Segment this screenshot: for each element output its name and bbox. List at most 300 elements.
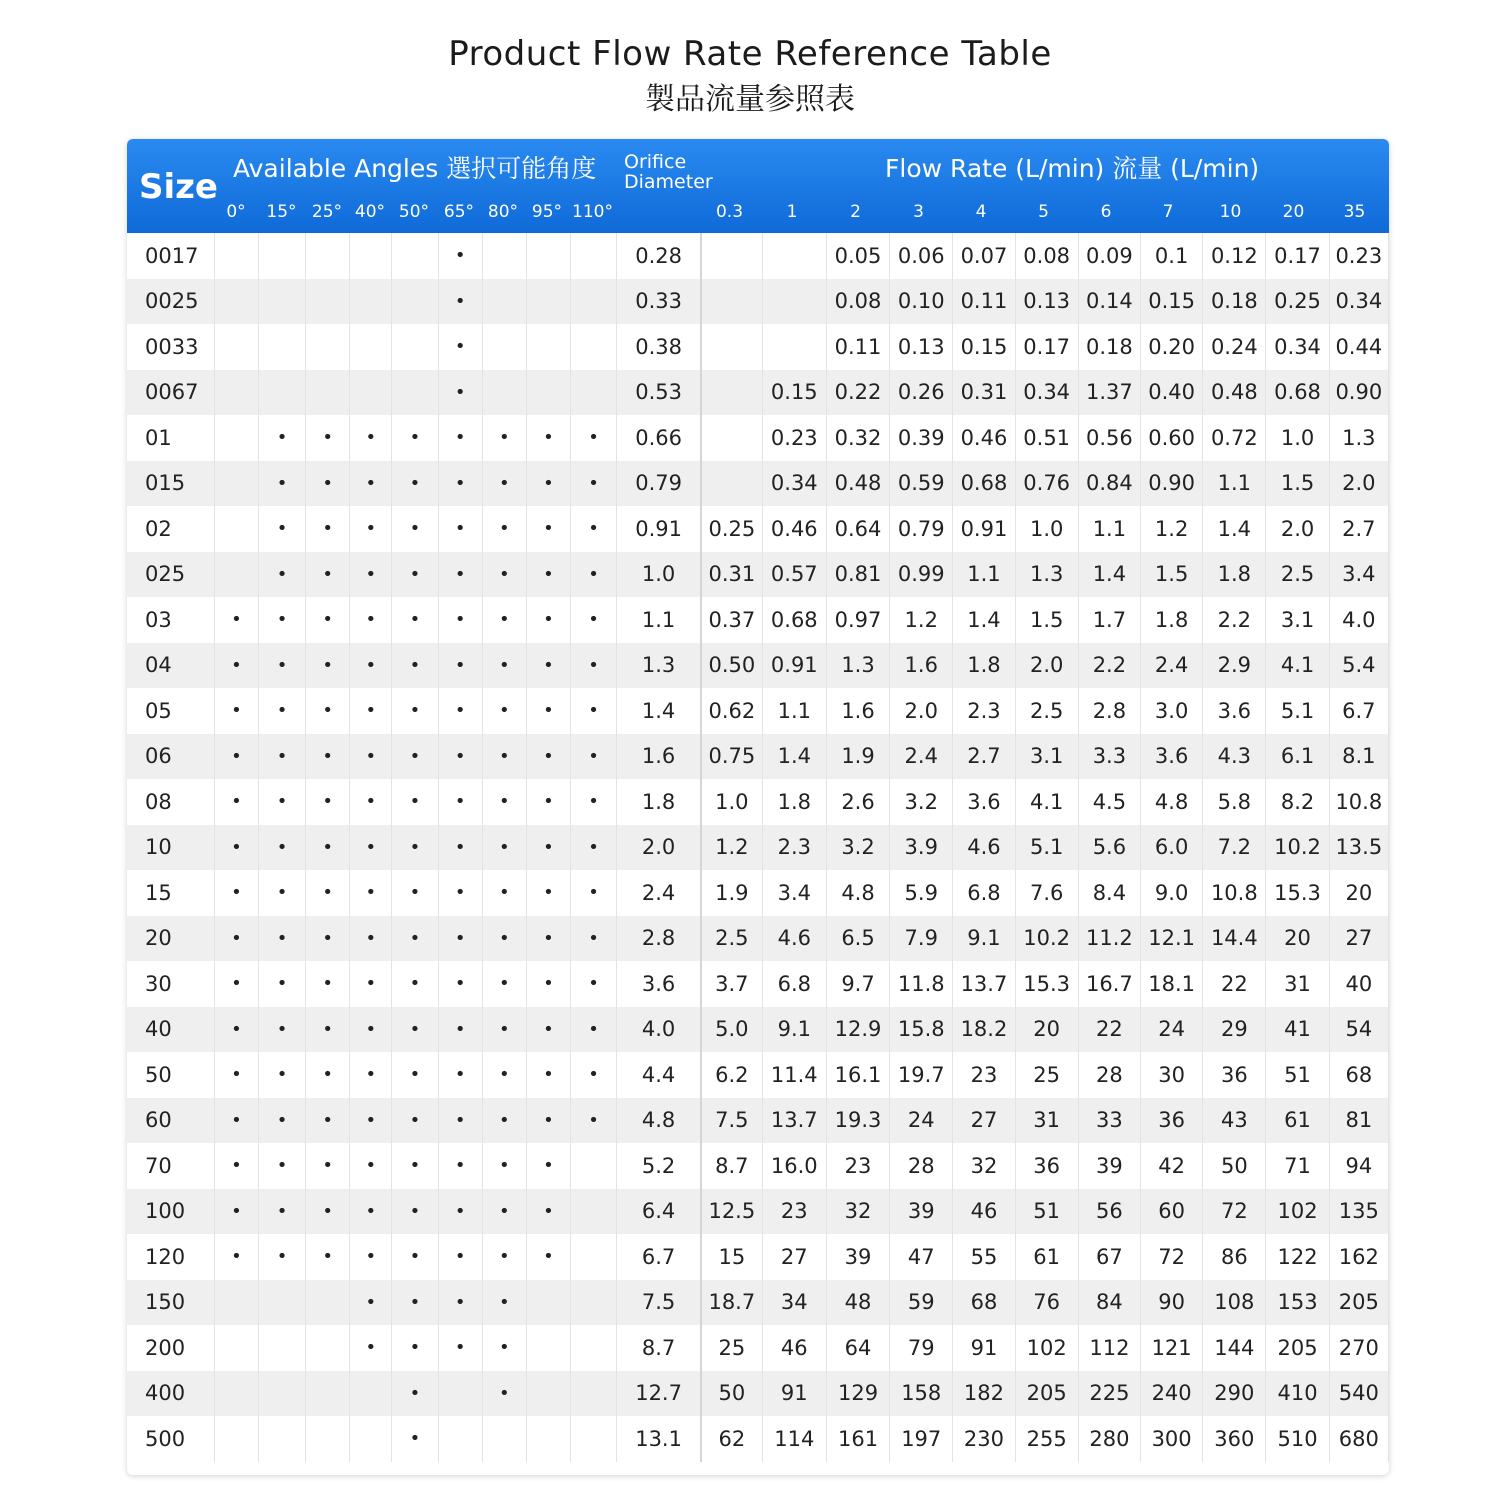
- angle-cell: •: [438, 415, 482, 461]
- flow-cell: 39: [826, 1234, 889, 1280]
- angle-cell: •: [214, 779, 258, 825]
- flow-cell: 13.7: [953, 961, 1015, 1007]
- angle-cell: •: [571, 1052, 617, 1098]
- angle-cell: •: [571, 825, 617, 871]
- angle-cell: •: [350, 1325, 392, 1371]
- flow-cell: 0.07: [953, 233, 1015, 279]
- flow-cell: 0.22: [826, 370, 889, 416]
- angle-cell: [214, 370, 258, 416]
- flow-cell: 2.3: [953, 688, 1015, 734]
- flow-cell: 0.17: [1266, 233, 1329, 279]
- flow-cell: 360: [1203, 1416, 1266, 1462]
- orifice-cell: 0.79: [617, 461, 701, 507]
- flow-cell: 1.4: [762, 734, 826, 780]
- flow-cell: 0.18: [1203, 279, 1266, 325]
- flow-cell: 1.5: [1141, 552, 1203, 598]
- angle-cell: [306, 1371, 350, 1417]
- angle-cell: •: [350, 597, 392, 643]
- title-japanese: 製品流量参照表: [645, 82, 855, 117]
- flow-cell: 0.46: [762, 506, 826, 552]
- flow-cell: 13.5: [1329, 825, 1388, 871]
- angle-cell: •: [214, 1098, 258, 1144]
- angle-cell: •: [526, 1189, 570, 1235]
- flow-cell: 91: [953, 1325, 1015, 1371]
- angle-cell: •: [350, 506, 392, 552]
- flow-cell: 10.8: [1203, 870, 1266, 916]
- flow-cell: 0.18: [1078, 324, 1140, 370]
- angle-cell: [258, 1371, 305, 1417]
- angle-cell: •: [214, 643, 258, 689]
- angle-cell: •: [350, 461, 392, 507]
- flow-cell: 6.2: [701, 1052, 762, 1098]
- flow-cell: 5.8: [1203, 779, 1266, 825]
- angle-cell: [571, 1143, 617, 1189]
- angle-cell: •: [571, 643, 617, 689]
- flow-cell: 79: [890, 1325, 953, 1371]
- flow-cell: 0.15: [1141, 279, 1203, 325]
- angle-cell: •: [258, 1007, 305, 1053]
- flow-cell: 3.6: [1141, 734, 1203, 780]
- size-cell: 04: [127, 643, 214, 689]
- flow-cell: 1.3: [826, 643, 889, 689]
- header-flow: Flow Rate (L/min) 流量 (L/min): [885, 154, 1260, 183]
- angle-cell: •: [306, 734, 350, 780]
- flow-cell: 1.6: [826, 688, 889, 734]
- size-cell: 0033: [127, 324, 214, 370]
- angle-cell: •: [482, 415, 526, 461]
- flow-cell: 19.3: [826, 1098, 889, 1144]
- table-row: [127, 279, 1389, 325]
- angle-cell: •: [392, 552, 438, 598]
- flow-cell: 0.24: [1203, 324, 1266, 370]
- flow-cell: 18.1: [1141, 961, 1203, 1007]
- angle-cell: •: [392, 1143, 438, 1189]
- flow-cell: 24: [1141, 1007, 1203, 1053]
- flow-cell: 2.2: [1078, 643, 1140, 689]
- angle-cell: [571, 1416, 617, 1462]
- table-row: [127, 688, 1389, 734]
- flow-cell: 205: [1329, 1280, 1388, 1326]
- angle-cell: [214, 1416, 258, 1462]
- flow-cell: 0.11: [953, 279, 1015, 325]
- flow-cell: 2.9: [1203, 643, 1266, 689]
- angle-cell: •: [438, 1052, 482, 1098]
- flow-cell: 162: [1329, 1234, 1388, 1280]
- angle-cell: •: [438, 1007, 482, 1053]
- angle-cell: •: [214, 1007, 258, 1053]
- flow-cell: 7.2: [1203, 825, 1266, 871]
- angle-cell: •: [392, 916, 438, 962]
- flow-cell: 230: [953, 1416, 1015, 1462]
- flow-cell: 3.9: [890, 825, 953, 871]
- flow-cell: 300: [1141, 1416, 1203, 1462]
- orifice-cell: 0.38: [617, 324, 701, 370]
- angle-cell: •: [526, 1234, 570, 1280]
- size-cell: 50: [127, 1052, 214, 1098]
- angle-cell: [571, 370, 617, 416]
- flow-cell: 6.1: [1266, 734, 1329, 780]
- flow-cell: 36: [1203, 1052, 1266, 1098]
- table-row: [127, 1007, 1389, 1053]
- angle-cell: •: [258, 779, 305, 825]
- title-block: [0, 30, 1500, 122]
- flow-cell: 0.11: [826, 324, 889, 370]
- flow-cell: 0.25: [1266, 279, 1329, 325]
- flow-cell: 20: [1266, 916, 1329, 962]
- size-cell: 200: [127, 1325, 214, 1371]
- angle-cell: •: [214, 961, 258, 1007]
- flow-cell: 0.60: [1141, 415, 1203, 461]
- size-cell: 0017: [127, 233, 214, 279]
- angle-cell: •: [258, 1143, 305, 1189]
- angle-cell: •: [571, 597, 617, 643]
- angle-cell: •: [258, 916, 305, 962]
- angle-cell: [350, 1416, 392, 1462]
- angle-cell: •: [258, 1189, 305, 1235]
- table-row: [127, 1325, 1389, 1371]
- angle-cell: •: [482, 1325, 526, 1371]
- angle-cell: •: [392, 779, 438, 825]
- flow-cell: 0.12: [1203, 233, 1266, 279]
- data-grid: [127, 233, 1389, 1462]
- flow-cell: 15.8: [890, 1007, 953, 1053]
- flow-cell: 39: [890, 1189, 953, 1235]
- flow-cell: 4.1: [1015, 779, 1078, 825]
- table-row: [127, 370, 1389, 416]
- flow-cell: 0.37: [701, 597, 762, 643]
- flow-cell: 0.13: [890, 324, 953, 370]
- angle-cell: •: [438, 1280, 482, 1326]
- angle-cell: [214, 506, 258, 552]
- flow-cell: 5.1: [1266, 688, 1329, 734]
- angle-cell: •: [258, 734, 305, 780]
- angle-cell: •: [392, 870, 438, 916]
- table-row: [127, 825, 1389, 871]
- angle-cell: [482, 370, 526, 416]
- size-cell: 015: [127, 461, 214, 507]
- flow-cell: 1.0: [1015, 506, 1078, 552]
- flow-cell: 4.8: [826, 870, 889, 916]
- flow-cell: 122: [1266, 1234, 1329, 1280]
- flow-cell: [762, 233, 826, 279]
- flow-cell: 7.5: [701, 1098, 762, 1144]
- header-size: Size: [139, 167, 218, 207]
- flow-cell: 3.1: [1266, 597, 1329, 643]
- flow-cell: 3.3: [1078, 734, 1140, 780]
- angle-cell: •: [526, 552, 570, 598]
- angle-cell: •: [438, 643, 482, 689]
- angle-cell: •: [350, 1007, 392, 1053]
- orifice-cell: 8.7: [617, 1325, 701, 1371]
- flow-cell: 43: [1203, 1098, 1266, 1144]
- angle-cell: [214, 415, 258, 461]
- angle-cell: •: [438, 370, 482, 416]
- flow-cell: 2.7: [1329, 506, 1388, 552]
- flow-cell: 50: [701, 1371, 762, 1417]
- size-cell: 20: [127, 916, 214, 962]
- flow-cell: 0.08: [826, 279, 889, 325]
- flow-cell: [701, 324, 762, 370]
- size-cell: 05: [127, 688, 214, 734]
- angle-cell: •: [258, 825, 305, 871]
- flow-cell: 0.23: [1329, 233, 1388, 279]
- angle-cell: •: [482, 1371, 526, 1417]
- flow-cell: 56: [1078, 1189, 1140, 1235]
- table-row: [127, 324, 1389, 370]
- angle-cell: •: [214, 1234, 258, 1280]
- angle-cell: •: [571, 552, 617, 598]
- angle-cell: •: [350, 1052, 392, 1098]
- angle-cell: •: [482, 643, 526, 689]
- pressure-label: 1: [786, 202, 798, 222]
- flow-cell: 2.4: [1141, 643, 1203, 689]
- angle-cell: •: [438, 506, 482, 552]
- flow-cell: 0.46: [953, 415, 1015, 461]
- angle-cell: •: [526, 461, 570, 507]
- flow-cell: 24: [890, 1098, 953, 1144]
- angle-cell: •: [258, 1052, 305, 1098]
- angle-cell: [306, 279, 350, 325]
- pressure-label: 10: [1219, 202, 1242, 222]
- angle-cell: •: [438, 1325, 482, 1371]
- angle-cell: •: [392, 825, 438, 871]
- flow-cell: 1.3: [1329, 415, 1388, 461]
- flow-cell: 12.9: [826, 1007, 889, 1053]
- flow-cell: 9.1: [953, 916, 1015, 962]
- angle-cell: •: [392, 1098, 438, 1144]
- flow-cell: 8.1: [1329, 734, 1388, 780]
- angle-cell: •: [438, 279, 482, 325]
- header-orifice: [624, 152, 713, 192]
- pressure-label: 7: [1162, 202, 1174, 222]
- angle-cell: [306, 1416, 350, 1462]
- angle-cell: [392, 324, 438, 370]
- flow-cell: 161: [826, 1416, 889, 1462]
- flow-cell: 0.51: [1015, 415, 1078, 461]
- flow-cell: 11.8: [890, 961, 953, 1007]
- table-row: [127, 1189, 1389, 1235]
- angle-cell: •: [526, 1052, 570, 1098]
- angle-cell: [571, 1325, 617, 1371]
- flow-cell: 19.7: [890, 1052, 953, 1098]
- angle-cell: •: [438, 825, 482, 871]
- flow-cell: 0.62: [701, 688, 762, 734]
- flow-cell: 40: [1329, 961, 1388, 1007]
- angle-cell: •: [214, 825, 258, 871]
- angle-cell: •: [482, 1098, 526, 1144]
- flow-cell: 1.0: [701, 779, 762, 825]
- flow-cell: [701, 233, 762, 279]
- angle-cell: [526, 1325, 570, 1371]
- flow-cell: 81: [1329, 1098, 1388, 1144]
- angle-cell: [350, 370, 392, 416]
- angle-cell: [571, 1280, 617, 1326]
- flow-cell: 72: [1141, 1234, 1203, 1280]
- size-cell: 0067: [127, 370, 214, 416]
- angle-cell: •: [350, 825, 392, 871]
- pressure-label: 4: [975, 202, 987, 222]
- flow-cell: 11.2: [1078, 916, 1140, 962]
- flow-cell: 3.2: [826, 825, 889, 871]
- angle-cell: •: [482, 597, 526, 643]
- flow-cell: 129: [826, 1371, 889, 1417]
- table-header: [127, 139, 1389, 233]
- angle-cell: •: [214, 688, 258, 734]
- flow-cell: 6.8: [953, 870, 1015, 916]
- flow-cell: 3.2: [890, 779, 953, 825]
- angle-cell: •: [526, 916, 570, 962]
- angle-cell: [258, 1325, 305, 1371]
- angle-cell: •: [438, 552, 482, 598]
- flow-cell: 0.15: [762, 370, 826, 416]
- pressure-label: 35: [1343, 202, 1366, 222]
- flow-cell: 8.7: [701, 1143, 762, 1189]
- angle-cell: •: [571, 734, 617, 780]
- flow-cell: 9.7: [826, 961, 889, 1007]
- angle-cell: •: [350, 415, 392, 461]
- flow-cell: [701, 279, 762, 325]
- pressure-label: 6: [1100, 202, 1112, 222]
- size-cell: 120: [127, 1234, 214, 1280]
- angle-cell: •: [571, 461, 617, 507]
- angle-cell: •: [350, 779, 392, 825]
- orifice-cell: 13.1: [617, 1416, 701, 1462]
- angle-cell: •: [306, 688, 350, 734]
- angle-cell: •: [306, 825, 350, 871]
- angle-cell: [350, 279, 392, 325]
- angle-cell: •: [526, 643, 570, 689]
- flow-cell: 13.7: [762, 1098, 826, 1144]
- angle-cell: •: [306, 552, 350, 598]
- angle-cell: •: [571, 1007, 617, 1053]
- angle-cell: •: [306, 1234, 350, 1280]
- angle-cell: •: [482, 461, 526, 507]
- angle-cell: •: [482, 1280, 526, 1326]
- angle-label: 25°: [311, 202, 343, 222]
- flow-cell: 68: [953, 1280, 1015, 1326]
- flow-cell: 2.7: [953, 734, 1015, 780]
- angle-cell: •: [258, 461, 305, 507]
- angle-cell: [214, 324, 258, 370]
- flow-cell: 1.3: [1015, 552, 1078, 598]
- flow-cell: 0.72: [1203, 415, 1266, 461]
- size-cell: 03: [127, 597, 214, 643]
- angle-cell: [258, 324, 305, 370]
- table-row: [127, 1416, 1389, 1462]
- angle-cell: •: [258, 961, 305, 1007]
- flow-cell: 7.6: [1015, 870, 1078, 916]
- angle-cell: •: [214, 597, 258, 643]
- angle-cell: •: [438, 597, 482, 643]
- flow-cell: 2.4: [890, 734, 953, 780]
- flow-cell: 5.6: [1078, 825, 1140, 871]
- flow-cell: 102: [1015, 1325, 1078, 1371]
- flow-cell: 0.09: [1078, 233, 1140, 279]
- flow-cell: 510: [1266, 1416, 1329, 1462]
- flow-cell: 8.4: [1078, 870, 1140, 916]
- angle-cell: •: [482, 552, 526, 598]
- title-english: Product Flow Rate Reference Table: [448, 34, 1052, 74]
- orifice-cell: 4.8: [617, 1098, 701, 1144]
- flow-cell: 3.4: [1329, 552, 1388, 598]
- table-row: [127, 233, 1389, 279]
- flow-cell: 6.8: [762, 961, 826, 1007]
- flow-cell: 225: [1078, 1371, 1140, 1417]
- orifice-cell: 12.7: [617, 1371, 701, 1417]
- angle-cell: •: [214, 734, 258, 780]
- flow-cell: 1.5: [1266, 461, 1329, 507]
- angle-label: 15°: [266, 202, 297, 222]
- flow-cell: 32: [826, 1189, 889, 1235]
- pressure-label: 5: [1038, 202, 1049, 222]
- flow-cell: 18.2: [953, 1007, 1015, 1053]
- angle-cell: [214, 279, 258, 325]
- table-row: [127, 1371, 1389, 1417]
- angle-cell: •: [438, 961, 482, 1007]
- angle-cell: •: [526, 734, 570, 780]
- angle-cell: [258, 1280, 305, 1326]
- size-cell: 70: [127, 1143, 214, 1189]
- angle-cell: [482, 324, 526, 370]
- flow-cell: 61: [1015, 1234, 1078, 1280]
- flow-cell: 28: [890, 1143, 953, 1189]
- flow-cell: 61: [1266, 1098, 1329, 1144]
- table-row: [127, 1052, 1389, 1098]
- angle-cell: •: [350, 1234, 392, 1280]
- angle-cell: •: [482, 1234, 526, 1280]
- flow-cell: 23: [953, 1052, 1015, 1098]
- table-row: [127, 779, 1389, 825]
- flow-cell: 0.40: [1141, 370, 1203, 416]
- flow-cell: 84: [1078, 1280, 1140, 1326]
- angle-cell: •: [482, 916, 526, 962]
- orifice-cell: 0.91: [617, 506, 701, 552]
- angle-cell: [571, 279, 617, 325]
- orifice-cell: 0.66: [617, 415, 701, 461]
- flow-cell: 14.4: [1203, 916, 1266, 962]
- flow-cell: 50: [1203, 1143, 1266, 1189]
- flow-cell: 0.31: [953, 370, 1015, 416]
- flow-cell: 197: [890, 1416, 953, 1462]
- flow-cell: 2.0: [1266, 506, 1329, 552]
- table-row: [127, 461, 1389, 507]
- flow-cell: 59: [890, 1280, 953, 1326]
- angle-cell: •: [392, 506, 438, 552]
- orifice-cell: 6.7: [617, 1234, 701, 1280]
- flow-cell: 15: [701, 1234, 762, 1280]
- table-row: [127, 1234, 1389, 1280]
- flow-cell: 4.0: [1329, 597, 1388, 643]
- flow-cell: 51: [1266, 1052, 1329, 1098]
- flow-cell: 6.5: [826, 916, 889, 962]
- angle-cell: •: [571, 506, 617, 552]
- flow-cell: 0.13: [1015, 279, 1078, 325]
- table-row: [127, 1143, 1389, 1189]
- flow-cell: 3.0: [1141, 688, 1203, 734]
- flow-cell: 3.7: [701, 961, 762, 1007]
- angle-cell: [526, 1371, 570, 1417]
- angle-cell: •: [526, 1098, 570, 1144]
- angle-cell: •: [438, 324, 482, 370]
- angle-cell: [214, 1280, 258, 1326]
- angle-label: 80°: [487, 202, 519, 222]
- angle-cell: •: [526, 779, 570, 825]
- flow-cell: 16.1: [826, 1052, 889, 1098]
- angle-cell: •: [392, 415, 438, 461]
- header-orifice-line2: Diameter: [624, 171, 713, 193]
- orifice-cell: 0.33: [617, 279, 701, 325]
- flow-cell: 270: [1329, 1325, 1388, 1371]
